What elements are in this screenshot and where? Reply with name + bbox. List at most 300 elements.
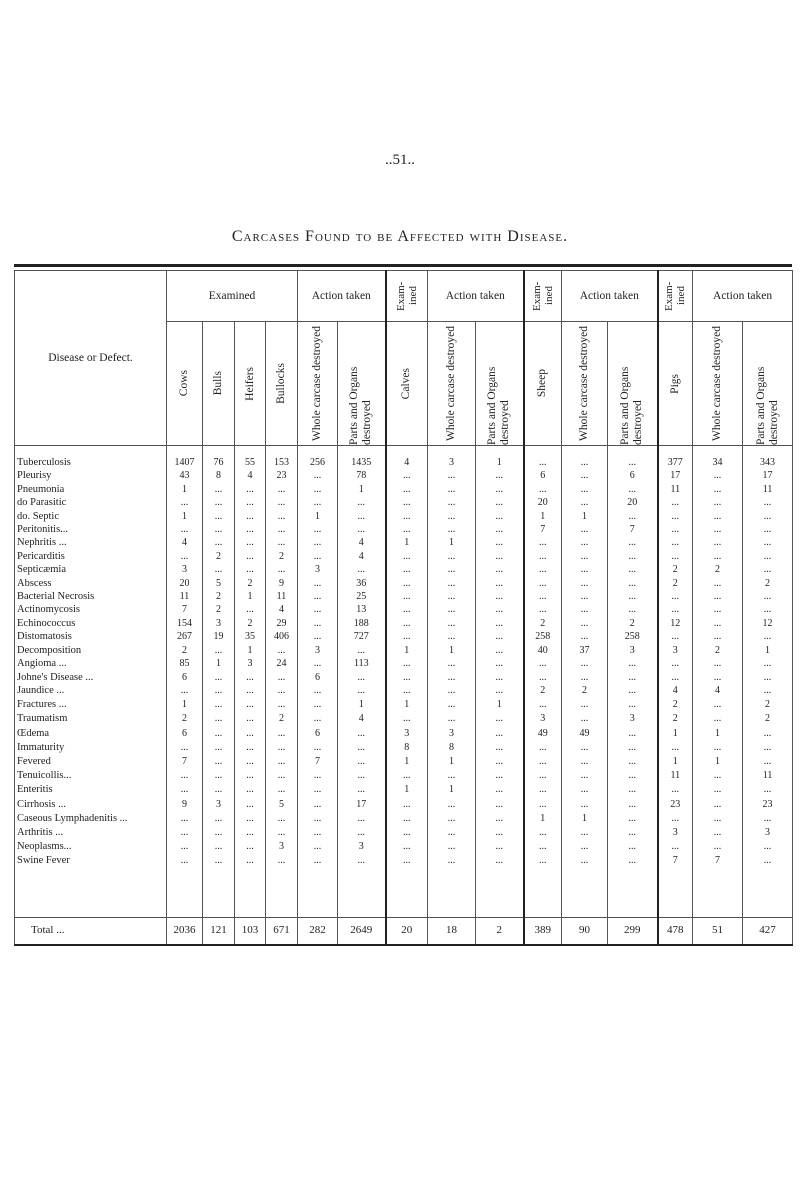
table-cell: ... [562,755,608,769]
table-cell: 5 [203,577,235,590]
table-cell: ... [266,698,298,712]
table-cell: ... [235,812,266,826]
table-cell: ... [235,603,266,616]
table-cell: ... [266,563,298,576]
table-row [15,727,793,741]
table-cell: ... [562,769,608,783]
table-cell: 7 [608,523,658,536]
table-cell: ... [743,812,793,826]
table-cell: ... [476,563,524,576]
table-cell: ... [428,684,476,698]
table-cell: 11 [167,590,203,603]
table-row [15,812,793,826]
table-cell: 6 [608,469,658,482]
table-cell: 3 [266,840,298,854]
table-cell: ... [298,854,338,868]
table-cell: ... [266,812,298,826]
table-cell: 36 [338,577,386,590]
table-cell: 3 [235,657,266,670]
table-cell: 2 [266,550,298,563]
table-cell: ... [235,854,266,868]
table-cell: ... [693,523,743,536]
table-row [15,483,793,496]
table-row [15,657,793,670]
disease-name: Neoplasms... [15,840,167,854]
table-cell: ... [428,590,476,603]
table-cell: ... [658,741,693,755]
table-cell: ... [524,769,562,783]
table-cell: ... [608,826,658,840]
table-cell: ... [203,783,235,797]
disease-name: Tuberculosis [15,456,167,469]
table-cell: ... [693,783,743,797]
table-cell: 8 [203,469,235,482]
disease-name: Immaturity [15,741,167,755]
table-cell: 4 [266,603,298,616]
table-cell: 1 [167,483,203,496]
table-cell: 18 [428,917,476,945]
table-cell: ... [562,617,608,630]
table-cell: ... [658,657,693,670]
table-cell: 7 [693,854,743,868]
table-cell: ... [428,769,476,783]
table-cell: ... [428,469,476,482]
table-cell: ... [608,727,658,741]
table-cell: ... [203,563,235,576]
table-cell: 20 [608,496,658,509]
table-cell: ... [235,826,266,840]
header-whole-calves: Whole carcase destroyed [428,322,476,446]
table-cell: ... [743,741,793,755]
table-cell: ... [608,783,658,797]
table-cell: 3 [658,644,693,657]
table-cell: ... [298,798,338,812]
disease-name: Echinococcus [15,617,167,630]
table-cell: ... [608,854,658,868]
table-cell: ... [524,698,562,712]
table-cell: 17 [658,469,693,482]
table-cell: ... [743,783,793,797]
table-cell: ... [608,550,658,563]
table-cell: ... [562,630,608,643]
table-cell: 3 [743,826,793,840]
table-cell: ... [235,671,266,684]
table-cell: 23 [743,798,793,812]
table-cell: ... [693,657,743,670]
table-cell: 121 [203,917,235,945]
table-cell: ... [608,798,658,812]
table-cell: ... [338,563,386,576]
table-cell: ... [298,550,338,563]
table-cell: 2649 [338,917,386,945]
table-cell: ... [524,755,562,769]
header-exam-calves: Exam- ined [386,271,428,322]
table-cell: 1 [476,456,524,469]
table-cell: 154 [167,617,203,630]
table-cell: ... [693,671,743,684]
table-cell: 2 [524,684,562,698]
table-row [15,798,793,812]
table-cell: 29 [266,617,298,630]
table-cell: ... [428,496,476,509]
table-cell: ... [524,657,562,670]
table-cell: ... [386,563,428,576]
table-cell: ... [524,456,562,469]
table-cell: ... [658,536,693,549]
table-cell: ... [524,671,562,684]
table-cell: ... [693,496,743,509]
table-cell: 20 [167,577,203,590]
table-cell: ... [562,840,608,854]
table-cell: ... [608,755,658,769]
table-cell: 6 [298,727,338,741]
table-cell: 11 [658,769,693,783]
table-cell: 5 [266,798,298,812]
table-cell: ... [167,826,203,840]
header-whole-cattle: Whole carcase destroyed [298,322,338,446]
disease-name: Abscess [15,577,167,590]
table-cell: ... [476,783,524,797]
table-cell: 6 [167,671,203,684]
table-row [15,644,793,657]
table-cell: ... [266,741,298,755]
header-exam-pigs: Exam- ined [658,271,693,322]
table-cell: 9 [266,577,298,590]
table-cell: ... [608,698,658,712]
table-cell: ... [428,712,476,726]
table-cell: 35 [235,630,266,643]
table-cell: ... [266,523,298,536]
table-cell: ... [562,657,608,670]
table-cell: ... [562,741,608,755]
table-cell: 8 [428,741,476,755]
table-cell: ... [658,812,693,826]
header-parts-cattle: Parts and Organs destroyed [338,322,386,446]
table-cell: ... [562,671,608,684]
table-cell: ... [524,590,562,603]
table-cell: ... [338,741,386,755]
table-cell: ... [203,741,235,755]
table-cell: 256 [298,456,338,469]
table-cell: ... [167,523,203,536]
table-cell: ... [338,671,386,684]
table-cell: 3 [608,712,658,726]
header-heifers: Heifers [235,322,266,446]
table-cell: 1 [428,755,476,769]
table-row [15,456,793,469]
table-cell: ... [562,523,608,536]
table-cell: ... [386,798,428,812]
table-cell: ... [562,712,608,726]
table-cell: 2 [266,712,298,726]
table-cell: 2 [743,712,793,726]
disease-name: Pleurisy [15,469,167,482]
table-cell: ... [298,496,338,509]
table-cell: ... [562,469,608,482]
disease-name: Jaundice ... [15,684,167,698]
table-cell: ... [476,483,524,496]
table-cell: 13 [338,603,386,616]
header-calves: Calves [386,322,428,446]
header-action-pigs: Action taken [693,271,793,322]
table-cell: ... [693,769,743,783]
table-cell: 2 [476,917,524,945]
table-cell: ... [298,577,338,590]
table-cell: ... [524,798,562,812]
table-cell: ... [524,577,562,590]
table-cell: ... [476,510,524,523]
header-whole-pigs: Whole carcase destroyed [693,322,743,446]
table-cell: ... [476,496,524,509]
table-cell: ... [693,712,743,726]
table-cell: 1 [167,510,203,523]
table-cell: 4 [338,536,386,549]
table-cell: ... [203,510,235,523]
table-cell: ... [203,644,235,657]
header-cows: Cows [167,322,203,446]
table-cell: 12 [743,617,793,630]
disease-name: Traumatism [15,712,167,726]
table-cell: ... [338,644,386,657]
header-pigs: Pigs [658,322,693,446]
table-cell: 1 [562,510,608,523]
table-cell: ... [693,590,743,603]
table-cell: 51 [693,917,743,945]
table-cell: ... [524,550,562,563]
table-cell: 1 [658,727,693,741]
table-cell: ... [235,727,266,741]
table-row [15,550,793,563]
table-cell: 55 [235,456,266,469]
table-cell: 11 [658,483,693,496]
table-cell: 1 [658,755,693,769]
table-cell: ... [743,840,793,854]
table-cell: 12 [658,617,693,630]
table-cell: 427 [743,917,793,945]
table-cell: ... [167,854,203,868]
table-cell: ... [476,577,524,590]
table-cell: ... [386,854,428,868]
table-row [15,712,793,726]
table-cell: ... [386,617,428,630]
disease-name: Fractures ... [15,698,167,712]
table-cell: ... [476,854,524,868]
table-cell: ... [266,854,298,868]
table-cell: ... [428,523,476,536]
table-cell: ... [743,510,793,523]
table-cell: ... [203,826,235,840]
table-cell: ... [386,496,428,509]
table-cell: ... [476,755,524,769]
table-cell: ... [476,671,524,684]
table-cell: 7 [167,603,203,616]
table-cell: 24 [266,657,298,670]
table-cell: ... [167,741,203,755]
table-cell: ... [235,755,266,769]
table-cell: ... [266,496,298,509]
table-cell: 2 [658,563,693,576]
table-cell: ... [562,798,608,812]
table-cell: ... [203,712,235,726]
table-cell: ... [235,510,266,523]
table-cell: ... [693,577,743,590]
table-cell: ... [266,783,298,797]
table-cell: ... [476,812,524,826]
table-cell: 3 [386,727,428,741]
table-cell: ... [524,603,562,616]
table-cell: ... [658,840,693,854]
disease-name: Pneumonia [15,483,167,496]
table-cell: ... [608,684,658,698]
table-cell: ... [562,826,608,840]
disease-name: Johne's Disease ... [15,671,167,684]
table-cell: 1 [524,510,562,523]
table-cell: ... [743,563,793,576]
table-cell: ... [203,483,235,496]
table-cell: ... [658,550,693,563]
table-cell: ... [743,755,793,769]
table-cell: 1 [562,812,608,826]
table-cell: 282 [298,917,338,945]
table-cell: 2 [658,577,693,590]
table-cell: ... [428,577,476,590]
table-cell: 1 [338,483,386,496]
table-cell: ... [743,684,793,698]
table-cell: 2 [203,603,235,616]
table-cell: 1 [386,755,428,769]
table-cell: ... [167,840,203,854]
table-cell: 3 [203,798,235,812]
table-cell: 267 [167,630,203,643]
table-cell: ... [203,684,235,698]
table-cell: ... [693,812,743,826]
table-cell: ... [167,783,203,797]
table-cell: ... [203,769,235,783]
header-whole-sheep: Whole carcase destroyed [562,322,608,446]
table-cell: ... [693,840,743,854]
table-cell: ... [235,496,266,509]
table-cell: ... [203,840,235,854]
table-cell: ... [298,590,338,603]
disease-name: Pericarditis [15,550,167,563]
table-cell: 2 [743,577,793,590]
table-cell: ... [658,523,693,536]
table-cell: ... [658,510,693,523]
table-cell: ... [743,727,793,741]
table-cell: ... [266,644,298,657]
table-cell: ... [298,783,338,797]
disease-name: Enteritis [15,783,167,797]
table-cell: 23 [266,469,298,482]
table-cell: ... [338,783,386,797]
disease-name: Total ... [15,917,167,945]
table-cell: 78 [338,469,386,482]
table-cell: ... [298,826,338,840]
table-cell: ... [203,812,235,826]
table-cell: ... [266,510,298,523]
table-cell: ... [428,854,476,868]
disease-name: Actinomycosis [15,603,167,616]
table-cell: 49 [562,727,608,741]
table-cell: ... [338,510,386,523]
table-cell: 1 [235,590,266,603]
table-cell: ... [167,684,203,698]
table-cell: ... [203,523,235,536]
table-cell: ... [386,590,428,603]
table-cell: ... [693,826,743,840]
table-cell: ... [693,536,743,549]
table-cell: ... [524,854,562,868]
table-cell: ... [428,698,476,712]
table-cell: ... [693,630,743,643]
table-cell: ... [428,826,476,840]
table-cell: ... [298,712,338,726]
table-cell: ... [743,523,793,536]
table-cell: ... [562,496,608,509]
disease-name: do. Septic [15,510,167,523]
disease-name: Bacterial Necrosis [15,590,167,603]
table-cell: ... [428,840,476,854]
table-cell: 3 [298,644,338,657]
disease-name: Fevered [15,755,167,769]
table-cell: 343 [743,456,793,469]
table-cell: ... [476,644,524,657]
table-cell: ... [743,854,793,868]
table-cell: 1 [428,536,476,549]
table-cell: ... [428,483,476,496]
table-cell: ... [298,684,338,698]
table-cell: ... [608,840,658,854]
table-cell: ... [562,483,608,496]
table-cell: 85 [167,657,203,670]
table-cell: ... [235,840,266,854]
table-cell: 4 [167,536,203,549]
table-cell: 6 [524,469,562,482]
table-cell: 4 [693,684,743,698]
table-cell: 2 [524,617,562,630]
table-cell: ... [693,510,743,523]
table-body [15,446,793,945]
table-cell: ... [338,496,386,509]
table-cell: 3 [203,617,235,630]
table-cell: ... [266,684,298,698]
table-cell: ... [203,854,235,868]
table-cell: 19 [203,630,235,643]
table-cell: ... [562,577,608,590]
table-cell: 2 [693,563,743,576]
table-cell: ... [386,769,428,783]
table-cell: ... [203,727,235,741]
table-row [15,510,793,523]
table-cell: 20 [524,496,562,509]
table-cell: 20 [386,917,428,945]
page-number: ..51.. [385,152,415,168]
header-parts-sheep: Parts and Organs destroyed [608,322,658,446]
table-cell: 1 [338,698,386,712]
table-cell: 2 [203,550,235,563]
table-cell: ... [298,840,338,854]
table-cell: ... [608,536,658,549]
table-cell: ... [428,550,476,563]
table-cell: ... [235,783,266,797]
header-action-sheep: Action taken [562,271,658,322]
table-cell: ... [658,496,693,509]
table-cell: ... [693,603,743,616]
table-cell: ... [743,590,793,603]
table-row [15,496,793,509]
table-cell: ... [693,483,743,496]
table-cell: ... [693,741,743,755]
